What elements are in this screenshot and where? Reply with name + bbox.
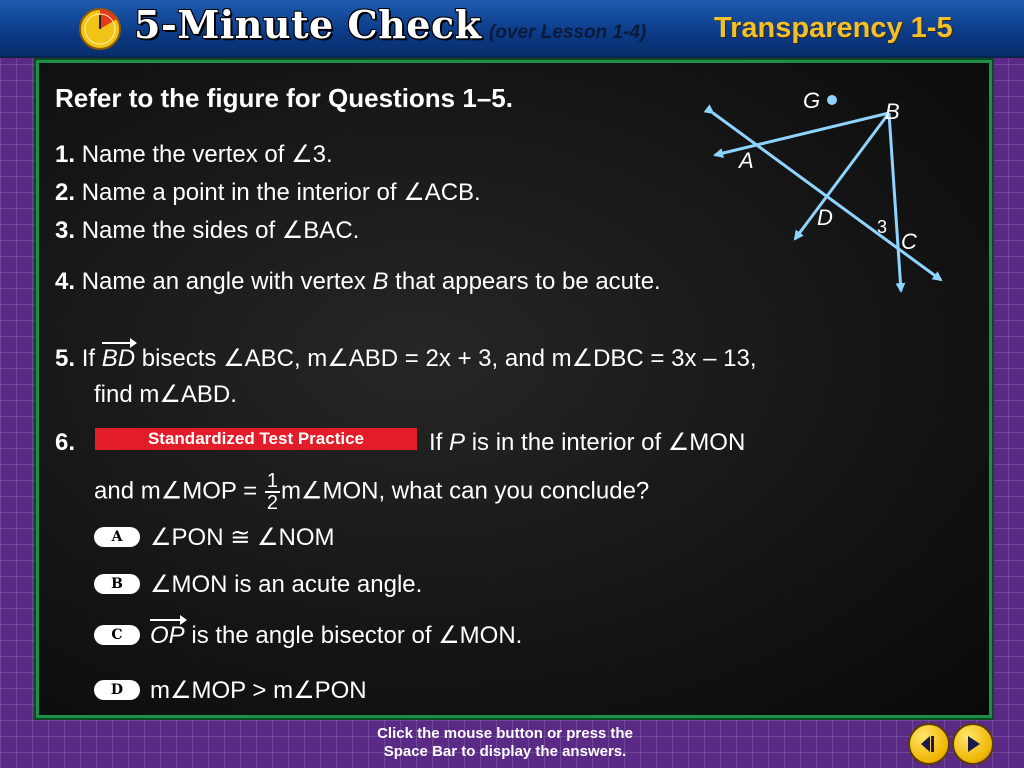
- question-number: 6.: [55, 429, 76, 456]
- question-number: 2.: [55, 179, 76, 206]
- question-2: [55, 178, 481, 207]
- option-text: ∠MON is an acute angle.: [150, 571, 423, 598]
- footer-line-2: Space Bar to display the answers.: [383, 743, 627, 760]
- fraction-numerator: 1: [266, 470, 278, 492]
- clock-icon: [76, 3, 124, 51]
- header-bar: [0, 0, 1024, 58]
- ray-op: OP: [150, 622, 185, 649]
- variable-b: B: [372, 268, 389, 295]
- question-number: 1.: [55, 141, 76, 168]
- chalkboard: [36, 60, 992, 718]
- line-ac: [713, 113, 941, 280]
- option-letter-badge: C: [94, 625, 140, 645]
- question-1: [55, 140, 333, 169]
- option-text: m∠MOP > m∠PON: [150, 677, 367, 704]
- geometry-figure: [699, 83, 959, 303]
- fraction-denominator: 2: [266, 492, 278, 514]
- question-text: and m∠MOP =: [94, 477, 264, 505]
- label-a: A: [739, 148, 754, 173]
- question-text: If: [429, 429, 450, 456]
- question-6-line-2: [94, 471, 649, 513]
- answer-option-c[interactable]: [94, 621, 522, 650]
- question-text-end: is in the interior of ∠MON: [465, 429, 746, 456]
- next-arrow-icon: [962, 733, 984, 755]
- question-text: Name the sides of ∠BAC.: [81, 217, 360, 244]
- answer-option-a[interactable]: [94, 523, 334, 552]
- label-c: C: [901, 229, 917, 254]
- label-3: 3: [877, 217, 888, 237]
- answer-option-d[interactable]: [94, 676, 367, 705]
- question-5: [55, 344, 757, 373]
- question-number: 3.: [55, 217, 76, 244]
- label-d: D: [817, 205, 833, 230]
- page-title: 5-Minute Check: [134, 2, 482, 47]
- option-letter-badge: D: [94, 680, 140, 700]
- previous-arrow-icon: [918, 733, 940, 755]
- question-number: 5.: [55, 345, 76, 372]
- ray-bc: [889, 113, 901, 291]
- label-b: B: [885, 99, 900, 124]
- option-text: is the angle bisector of ∠MON.: [184, 622, 523, 649]
- question-text: Name an angle with vertex: [81, 268, 373, 295]
- answer-option-b[interactable]: [94, 570, 422, 599]
- variable-p: P: [449, 429, 466, 456]
- previous-button[interactable]: [908, 723, 950, 765]
- option-letter-badge: B: [94, 574, 140, 594]
- question-text-end: bisects ∠ABC, m∠ABD = 2x + 3, and m∠DBC = 3x – 13,: [135, 345, 757, 372]
- option-letter-badge: A: [94, 527, 140, 547]
- lesson-subtitle: (over Lesson 1-4): [489, 22, 647, 43]
- label-g: G: [803, 88, 821, 113]
- question-number: 4.: [55, 268, 76, 295]
- transparency-label: Transparency 1-5: [714, 12, 953, 44]
- question-text-end: m∠MON, what can you conclude?: [280, 477, 650, 505]
- question-text-end: that appears to be acute.: [388, 268, 661, 295]
- question-5-line-2: find m∠ABD.: [94, 381, 237, 408]
- fraction-one-half: [265, 471, 280, 513]
- footer-line-1: Click the mouse button or press the: [377, 725, 633, 742]
- option-text: ∠PON ≅ ∠NOM: [150, 524, 335, 551]
- question-text: Name a point in the interior of ∠ACB.: [81, 179, 481, 206]
- question-4: [55, 268, 661, 296]
- point-g: [827, 95, 837, 105]
- ray-bd: BD: [101, 345, 136, 372]
- question-text: If: [81, 345, 102, 372]
- footer-instructions: [340, 725, 670, 761]
- question-6-line-1: [429, 428, 745, 457]
- question-3: [55, 216, 359, 245]
- question-text: Name the vertex of ∠3.: [81, 141, 333, 168]
- next-button[interactable]: [952, 723, 994, 765]
- intro-text: Refer to the figure for Questions 1–5.: [55, 83, 513, 113]
- standardized-test-badge: Standardized Test Practice: [95, 428, 417, 450]
